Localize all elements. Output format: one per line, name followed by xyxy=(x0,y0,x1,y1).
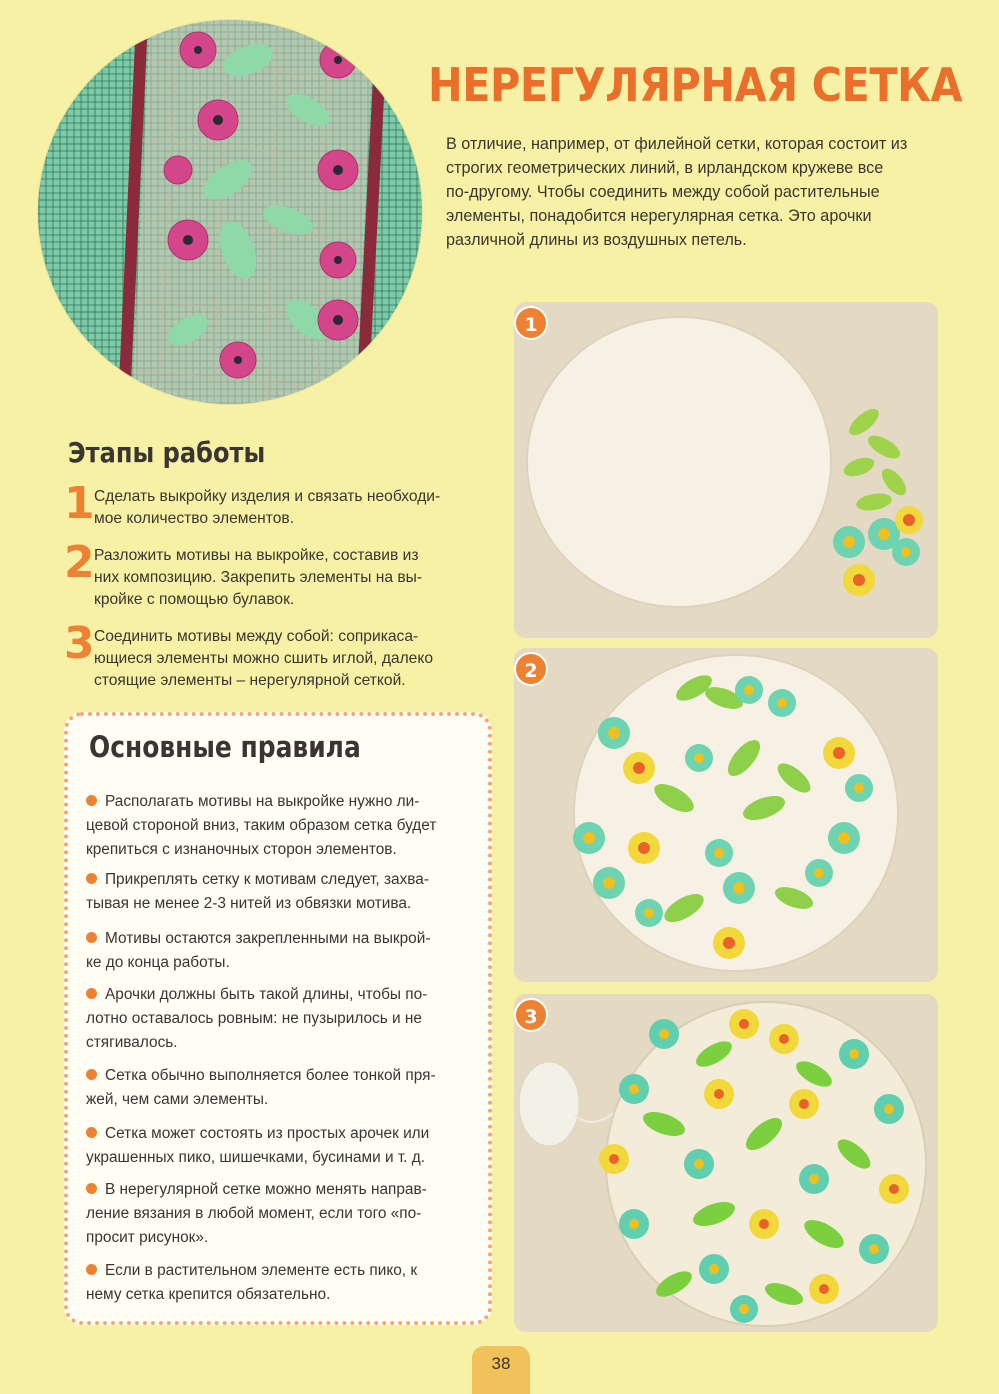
bullet-icon xyxy=(86,988,97,999)
rule-item xyxy=(86,1064,476,1112)
rule-line: лотно оставалось ровным: не пузырилось и не xyxy=(86,1010,422,1027)
step-badge-3: 3 xyxy=(514,998,548,1032)
intro-paragraph xyxy=(446,132,926,252)
step-badge-2: 2 xyxy=(514,652,548,686)
intro-line: различной длины из воздушных петель. xyxy=(446,231,747,249)
rule-line: крепиться с изнаночных сторон элементов. xyxy=(86,841,397,858)
bullet-icon xyxy=(86,1264,97,1275)
step-line: кройке с помощью булавок. xyxy=(94,591,295,608)
rule-line: украшенных пико, шишечками, бусинами и т. д. xyxy=(86,1149,425,1166)
rule-line: жей, чем сами элементы. xyxy=(86,1091,269,1108)
step-line: ющиеся элементы можно сшить иглой, далеко xyxy=(94,650,434,667)
rule-item xyxy=(86,790,476,862)
step-text xyxy=(94,626,494,692)
bullet-icon xyxy=(86,873,97,884)
step-item xyxy=(64,537,494,611)
rule-line: Прикреплять сетку к мотивам следует, захва- xyxy=(105,871,429,888)
steps-heading: Этапы работы xyxy=(68,436,266,469)
intro-line: по-другому. Чтобы соединить между собой растительные xyxy=(446,183,880,201)
lace-illustration xyxy=(38,20,422,404)
bullet-icon xyxy=(86,932,97,943)
step-photo-3 xyxy=(514,994,938,1332)
step-number: 3 xyxy=(64,618,95,669)
rule-line: ке до конца работы. xyxy=(86,954,230,971)
rule-line: Арочки должны быть такой длины, чтобы по- xyxy=(105,986,428,1003)
intro-line: элементы, понадобится нерегулярная сетка. Это арочки xyxy=(446,207,872,225)
rule-line: Сетка может состоять из простых арочек или xyxy=(105,1125,430,1142)
step-text xyxy=(94,486,494,530)
step-number: 2 xyxy=(64,537,95,588)
rule-item xyxy=(86,1178,476,1250)
step-photo-2 xyxy=(514,648,938,982)
step-badge-1: 1 xyxy=(514,306,548,340)
step-photo-1 xyxy=(514,302,938,638)
step-line: них композицию. Закрепить элементы на вы- xyxy=(94,569,423,586)
rule-line: тывая не менее 2-3 нитей из обвязки мотива. xyxy=(86,895,412,912)
rule-line: В нерегулярной сетке можно менять направ- xyxy=(105,1181,427,1198)
step-item xyxy=(64,618,494,692)
step-item xyxy=(64,478,494,530)
intro-line: В отличие, например, от филейной сетки, которая состоит из xyxy=(446,135,908,153)
step-line: стоящие элементы – нерегулярной сеткой. xyxy=(94,672,406,689)
step-number: 1 xyxy=(64,478,95,529)
rule-line: просит рисунок». xyxy=(86,1229,209,1246)
intro-line: строгих геометрических линий, в ирландском кружеве все xyxy=(446,159,884,177)
rule-item xyxy=(86,868,476,916)
step-line: Соединить мотивы между собой: соприкаса- xyxy=(94,628,419,645)
rule-item xyxy=(86,983,476,1055)
finished-lace-illustration xyxy=(514,994,938,1332)
step-line: Сделать выкройку изделия и связать необходи- xyxy=(94,488,441,505)
bullet-icon xyxy=(86,1069,97,1080)
lace-photo xyxy=(38,20,422,404)
rule-line: нему сетка крепится обязательно. xyxy=(86,1286,331,1303)
rule-item xyxy=(86,1122,476,1170)
bullet-icon xyxy=(86,1183,97,1194)
rule-line: стягивалось. xyxy=(86,1034,178,1051)
rule-line: Если в растительном элементе есть пико, к xyxy=(105,1262,418,1279)
rule-item xyxy=(86,927,476,975)
rule-line: цевой стороной вниз, таким образом сетка будет xyxy=(86,817,437,834)
motifs-on-pattern-illustration xyxy=(514,648,938,982)
rule-line: Мотивы остаются закрепленными на выкрой- xyxy=(105,930,431,947)
rule-item xyxy=(86,1259,476,1307)
step-text xyxy=(94,545,494,611)
step-line: Разложить мотивы на выкройке, составив из xyxy=(94,547,419,564)
page-title: НЕРЕГУЛЯРНАЯ СЕТКА xyxy=(428,58,963,112)
pattern-and-motifs-illustration xyxy=(514,302,938,638)
bullet-icon xyxy=(86,795,97,806)
rule-line: Располагать мотивы на выкройке нужно ли- xyxy=(105,793,420,810)
bullet-icon xyxy=(86,1127,97,1138)
step-line: мое количество элементов. xyxy=(94,510,295,527)
rule-line: Сетка обычно выполняется более тонкой пря- xyxy=(105,1067,436,1084)
rules-heading: Основные правила xyxy=(89,730,361,764)
page-number: 38 xyxy=(491,1354,511,1373)
rule-line: ление вязания в любой момент, если того «по- xyxy=(86,1205,422,1222)
